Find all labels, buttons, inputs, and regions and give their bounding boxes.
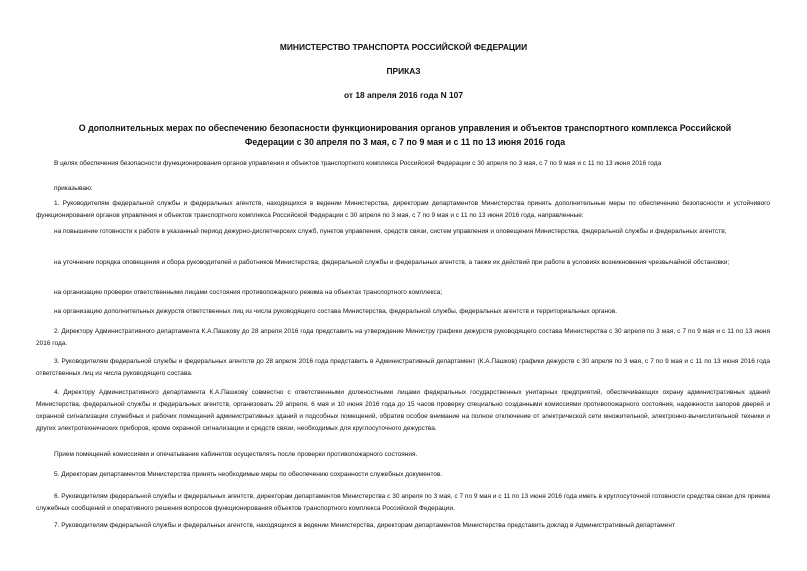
order-word-paragraph: приказываю: <box>54 185 93 192</box>
document-type: ПРИКАЗ <box>386 66 421 76</box>
clause-4-acceptance-paragraph: Прием помещений комиссиями и опечатывание кабинетов осуществлять после проверки противопожарного состояния. <box>54 451 418 458</box>
clause-3-paragraph: 3. Руководителям федеральной службы и федеральных агентств до 28 апреля 2016 года представить в Административный департамент (К.А.Пашков) графики дежурств с 30 апреля по 3 мая, с 7 по 9 мая и с 11 по 13 июня 2016 года ответственных лиц из числа руководящего состава. <box>36 358 770 377</box>
clause-4-paragraph: 4. Директору Административного департамента К.А.Пашкову совместно с ответственными должностными лицами федеральных государственных унитарных предприятий, обеспечивающих охрану административных зданий Министерства, федеральной службы и федеральных агентств, организовать 29 апреля, 6 мая и 10 июня 2016 года до 15 часов проверку специально созданными комиссиями противопожарного состояния, надежности запоров дверей и охранной сигнализации служебных и рабочих помещений административных зданий и подсобных помещений, обратив особое внимание на полное отключение от электрической сети множительной, электронно-вычислительной техники и других электротехнических приборов, кроме охранной сигнализации и средств связи, необходимых для круглосуточного дежурства. <box>36 389 770 432</box>
ministry-heading: МИНИСТЕРСТВО ТРАНСПОРТА РОССИЙСКОЙ ФЕДЕРАЦИИ <box>279 42 528 52</box>
clause-1-item-readiness: на повышение готовности к работе в указанный период дежурно-диспетчерских служб, пунктов управления, средств связи, систем управления и оповещения Министерства, федеральной службы и федеральных агентств; <box>54 228 727 235</box>
preamble-paragraph: В целях обеспечения безопасности функционирования органов управления и объектов транспортного комплекса Российской Федерации с 30 апреля по 3 мая, с 7 по 9 мая и с 11 по 13 июня 2016 года <box>54 160 662 167</box>
clause-1-item-duty: на организацию дополнительных дежурств ответственных лиц из числа руководящего состава Министерства, федеральной службы, федеральных агентств и территориальных органов. <box>54 308 618 315</box>
clause-1-item-notification: на уточнение порядка оповещения и сбора руководителей и работников Министерства, федеральной службы и федеральных агентств, а также их действий при работе в условиях возникновения чрезвычайной обстановки; <box>54 259 730 266</box>
clause-1-paragraph: 1. Руководителям федеральной службы и федеральных агентств, находящихся в ведении Министерства, директорам департаментов Министерства принять дополнительные меры по обеспечению безопасности и устойчивого функционирования органов управления и объектов транспортного комплекса Российской Федерации с 30 апреля по 3 мая, с 7 по 9 мая и с 11 по 13 июня 2016 года, направленные: <box>36 200 770 219</box>
clause-5-paragraph: 5. Директорам департаментов Министерства принять необходимые меры по обеспечению сохранности служебных документов. <box>54 471 443 478</box>
document-title: О дополнительных мерах по обеспечению безопасности функционирования органов управления и объектов транспортного комплекса Российской Федерации с 30 апреля по 3 мая, с 7 по 9 мая и с 11 по 13 июня 2016 года <box>78 123 732 147</box>
document-date-number: от 18 апреля 2016 года N 107 <box>344 90 463 100</box>
clause-2-paragraph: 2. Директору Административного департамента К.А.Пашкову до 28 апреля 2016 года представить на утверждение Министру графики дежурств руководящего состава Министерства с 30 апреля по 3 мая, с 7 по 9 мая и с 11 по 13 июня 2016 года. <box>36 328 770 347</box>
clause-6-paragraph: 6. Руководителям федеральной службы и федеральных агентств, директорам департаментов Министерства с 30 апреля по 3 мая, с 7 по 9 мая и с 11 по 13 июня 2016 года иметь в круглосуточной готовности средства связи для приема служебных сообщений и оперативного решения вопросов функционирования объектов транспортного комплекса Российской Федерации. <box>36 493 770 512</box>
clause-7-paragraph: 7. Руководителям федеральной службы и федеральных агентств, находящихся в ведении Министерства, директорам департаментов Министерства представить доклад в Административный департамент <box>54 522 675 529</box>
clause-1-item-fire-check: на организацию проверки ответственными лицами состояния противопожарного режима на объектах транспортного комплекса; <box>54 289 443 296</box>
